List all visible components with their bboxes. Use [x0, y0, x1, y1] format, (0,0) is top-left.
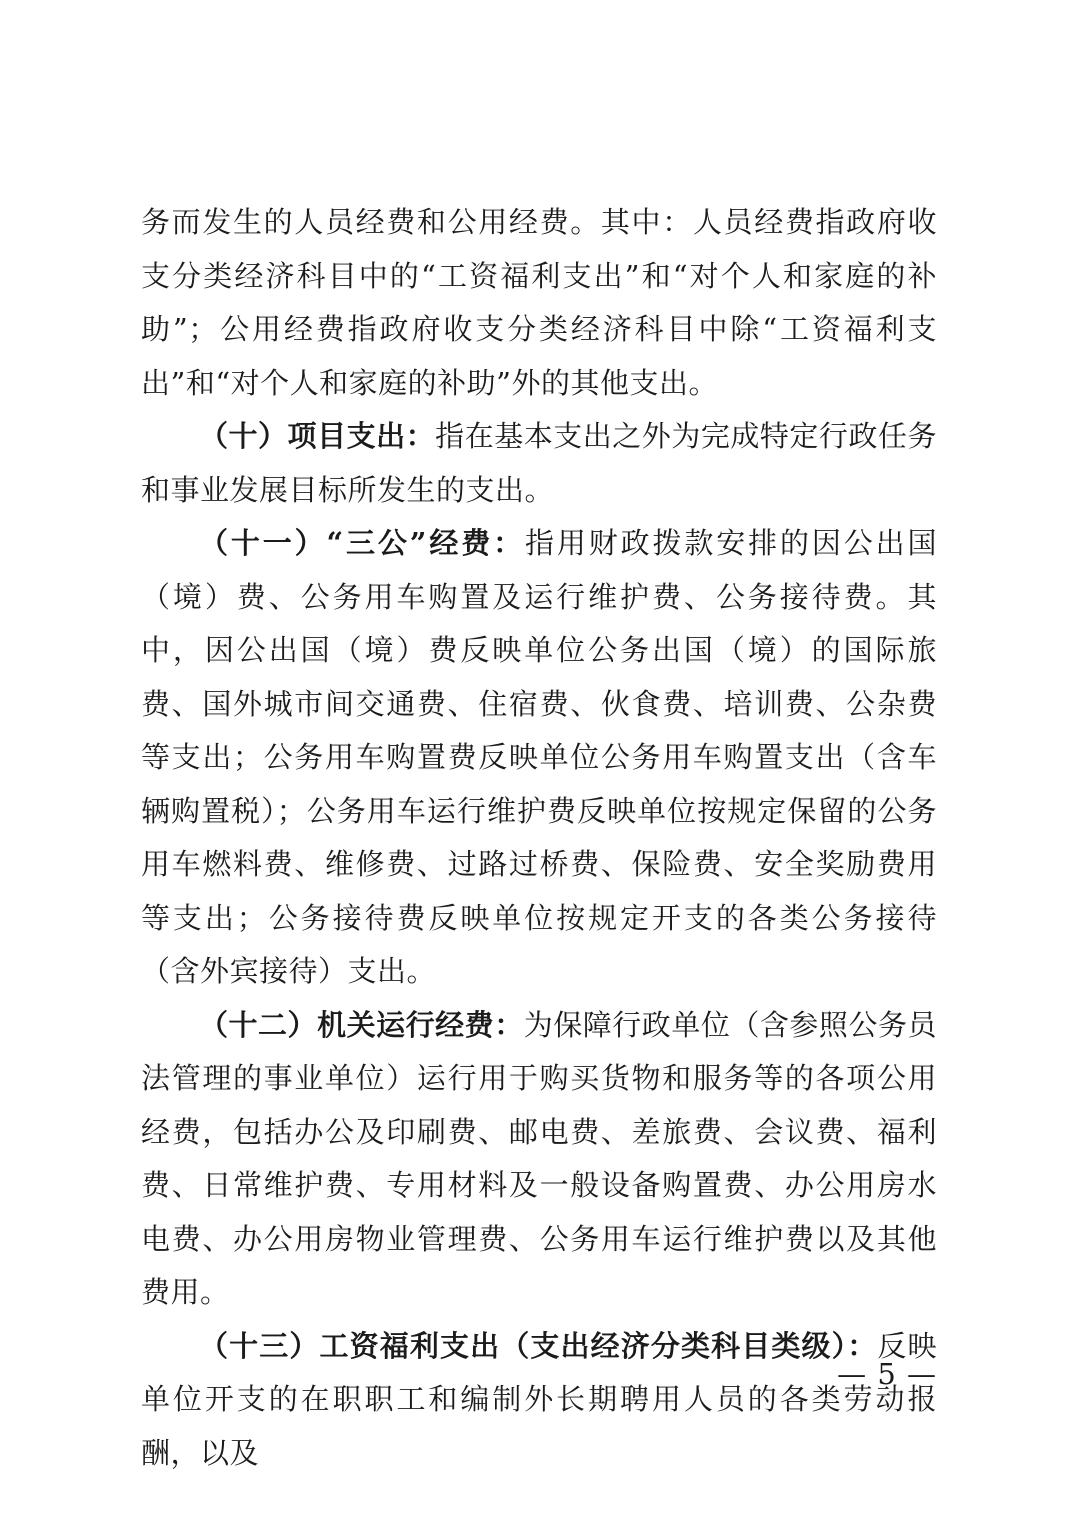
- paragraph-section-11: [141, 517, 937, 999]
- paragraph-body: 为保障行政单位（含参照公务员法管理的事业单位）运行用于购买货物和服务等的各项公用经费，包括办公及印刷费、邮电费、差旅费、会议费、福利费、日常维护费、专用材料及一般设备购置费、办公用房水电费、办公用房物业管理费、公务用车运行维护费以及其他费用。: [141, 1007, 937, 1309]
- page-number: — 5 —: [837, 1357, 937, 1391]
- paragraph-section-10: [141, 410, 937, 517]
- section-heading-13: （十三）工资福利支出（支出经济分类科目类级）：: [199, 1328, 878, 1363]
- section-heading-12: （十二）机关运行经费：: [199, 1007, 524, 1042]
- paragraph-body: 务而发生的人员经费和公用经费。其中：人员经费指政府收支分类经济科目中的“工资福利支出”和“对个人和家庭的补助”；公用经费指政府收支分类经济科目中除“工资福利支出”和“对个人和家庭的补助”外的其他支出。: [141, 205, 937, 400]
- paragraph-body: 反映单位开支的在职职工和编制外长期聘用人员的各类劳动报酬，以及: [141, 1328, 937, 1470]
- paragraph-section-13: [141, 1320, 937, 1481]
- section-heading-11: （十一）“三公”经费：: [199, 526, 525, 560]
- paragraph-body: 指用财政拨款安排的因公出国（境）费、公务用车购置及运行维护费、公务接待费。其中，因公出国（境）费反映单位公务出国（境）的国际旅费、国外城市间交通费、住宿费、伙食费、培训费、公杂费等支出；公务用车购置费反映单位公务用车购置支出（含车辆购置税）；公务用车运行维护费反映单位按规定保留的公务用车燃料费、维修费、过路过桥费、保险费、安全奖励费用等支出；公务接待费反映单位按规定开支的各类公务接待（含外宾接待）支出。: [141, 526, 937, 988]
- paragraph-body: 指在基本支出之外为完成特定行政任务和事业发展目标所发生的支出。: [141, 419, 937, 507]
- document-content: [141, 196, 937, 1480]
- paragraph-section-12: [141, 999, 937, 1320]
- paragraph-continuation: [141, 196, 937, 410]
- section-heading-10: （十）项目支出：: [199, 419, 436, 453]
